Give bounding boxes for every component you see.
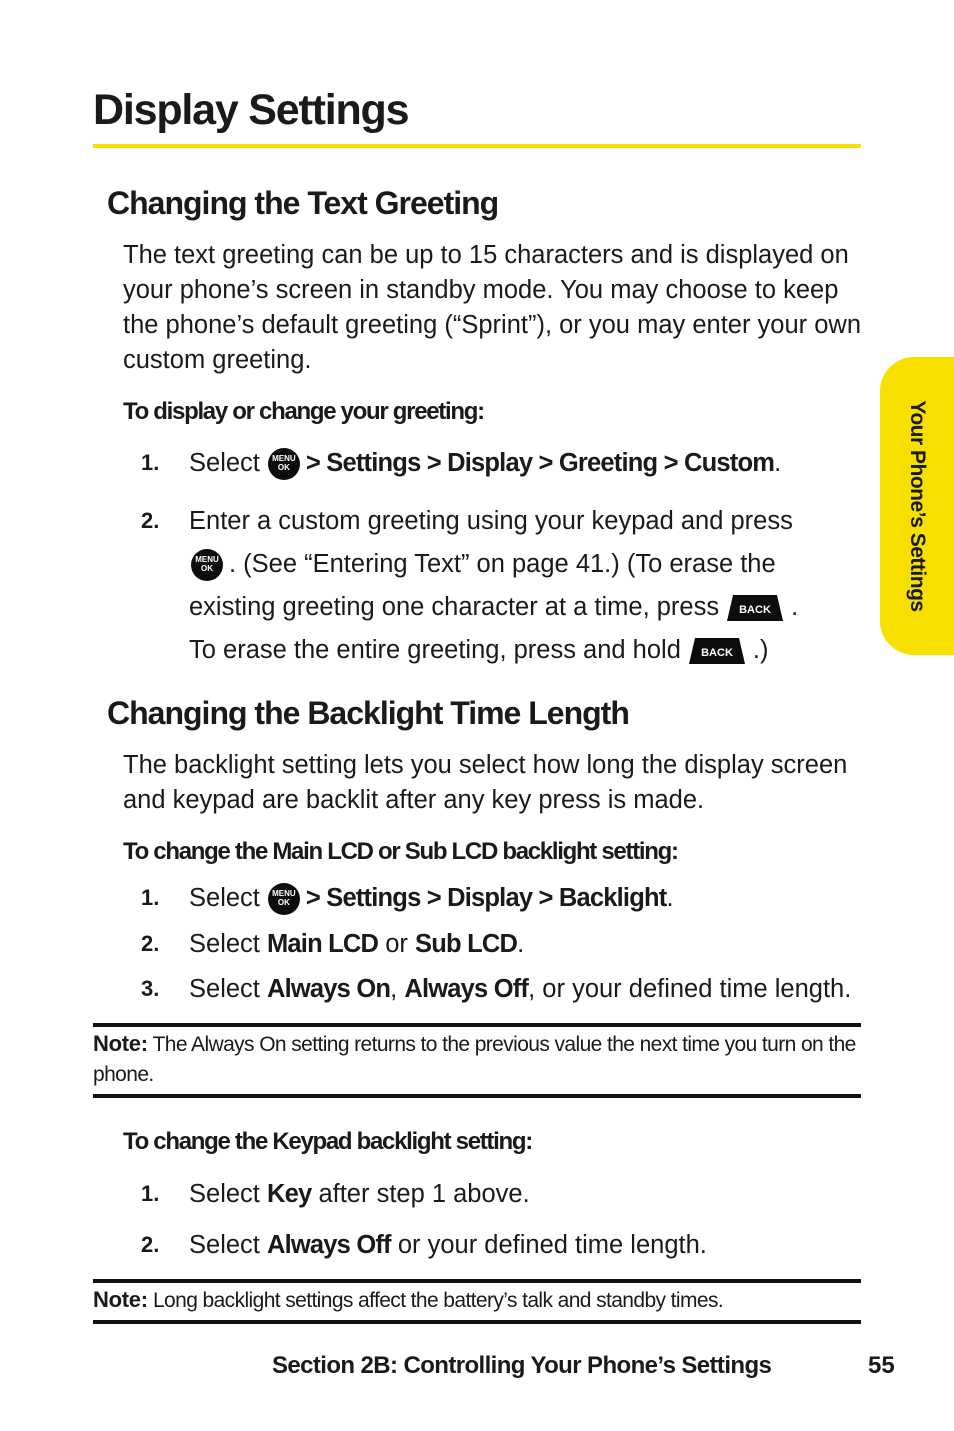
- step-text: Select: [189, 975, 260, 1003]
- section-heading-backlight: Changing the Backlight Time Length: [107, 695, 629, 731]
- step-text: .: [517, 930, 525, 958]
- option-always-on: Always On: [266, 975, 391, 1003]
- option-sub-lcd: Sub LCD: [415, 930, 518, 958]
- svg-text:BACK: BACK: [739, 604, 771, 617]
- step-text: Select: [189, 1231, 260, 1259]
- greeting-step-2-line-1: Enter a custom greeting using your keypad and press: [189, 507, 793, 535]
- step-text: .: [666, 884, 674, 912]
- note-rule-top: [93, 1279, 861, 1283]
- backlight-step-3: [189, 974, 851, 1004]
- text-greeting-paragraph: The text greeting can be up to 15 characters and is displayed on your phone’s screen in standby mode. You may choose to keep the phone’s default greeting (“Sprint”), or you may enter your own custom greeting.: [123, 241, 862, 374]
- menu-path: > Settings > Display > Backlight: [305, 884, 667, 912]
- greeting-step-2-line-4: [189, 635, 768, 665]
- menu-ok-key-icon: MENU OK: [268, 883, 300, 915]
- backlight-step-2: [189, 929, 524, 959]
- note-battery: [93, 1285, 865, 1316]
- svg-text:BACK: BACK: [701, 647, 733, 660]
- step-text: Select: [189, 930, 260, 958]
- backlight-paragraph: The backlight setting lets you select how long the display screen and keypad are backlit after any key press is made.: [123, 751, 848, 814]
- step-number: 3.: [141, 976, 160, 1001]
- step-text: ,: [390, 975, 398, 1003]
- step-text: , or your defined time length.: [528, 975, 852, 1003]
- procedure-heading-lcd-backlight: To change the Main LCD or Sub LCD backlight setting:: [123, 838, 678, 865]
- back-key-icon: [727, 595, 783, 621]
- note-always-on: [93, 1029, 865, 1090]
- note-rule-bottom: [93, 1094, 861, 1098]
- step-text: .): [752, 636, 769, 664]
- step-number: 1.: [141, 885, 160, 910]
- note-label: Note:: [93, 1031, 148, 1056]
- keypad-step-2: [189, 1230, 707, 1260]
- back-key-icon: [689, 638, 745, 664]
- step-text: .: [791, 593, 799, 621]
- step-text: Select: [189, 884, 260, 912]
- section-heading-text-greeting: Changing the Text Greeting: [107, 185, 499, 221]
- option-always-off: Always Off: [266, 1231, 391, 1259]
- page-number: 55: [868, 1352, 895, 1379]
- side-tab-label: Your Phone’s Settings: [906, 400, 929, 612]
- step-text: or your defined time length.: [397, 1231, 707, 1259]
- step-number: 2.: [141, 1232, 160, 1257]
- option-key: Key: [266, 1180, 312, 1208]
- step-text: Select: [189, 1180, 260, 1208]
- greeting-step-2-line-2: [189, 549, 776, 581]
- step-text: Select: [189, 449, 260, 477]
- step-text: .: [774, 449, 782, 477]
- page-title: Display Settings: [93, 86, 409, 134]
- note-label: Note:: [93, 1287, 148, 1312]
- step-number: 1.: [141, 1181, 160, 1206]
- step-number: 1.: [141, 450, 160, 475]
- option-always-off: Always Off: [404, 975, 529, 1003]
- step-text: existing greeting one character at a time, press: [189, 593, 720, 621]
- menu-ok-key-icon: MENU OK: [191, 549, 223, 581]
- option-main-lcd: Main LCD: [266, 930, 379, 958]
- title-rule: [93, 144, 861, 148]
- backlight-step-1: [189, 883, 674, 915]
- greeting-step-1: [189, 448, 781, 480]
- menu-ok-key-icon: MENU OK: [268, 448, 300, 480]
- note-text: Long backlight settings affect the battery’s talk and standby times.: [152, 1289, 724, 1312]
- greeting-step-2-line-3: [189, 592, 798, 622]
- footer-section-title: Section 2B: Controlling Your Phone’s Settings: [272, 1352, 772, 1379]
- procedure-heading-keypad-backlight: To change the Keypad backlight setting:: [123, 1128, 532, 1155]
- menu-path: > Settings > Display > Greeting > Custom: [305, 449, 775, 477]
- step-number: 2.: [141, 508, 160, 533]
- step-text: . (See “Entering Text” on page 41.) (To erase the: [229, 550, 776, 578]
- note-rule-top: [93, 1023, 861, 1027]
- note-text: The Always On setting returns to the previous value the next time you turn on the phone.: [93, 1033, 856, 1086]
- step-text: after step 1 above.: [318, 1180, 530, 1208]
- side-tab: [880, 357, 954, 655]
- step-text: or: [385, 930, 408, 958]
- step-text: To erase the entire greeting, press and hold: [189, 636, 681, 664]
- procedure-heading-greeting: To display or change your greeting:: [123, 398, 484, 425]
- keypad-step-1: [189, 1179, 530, 1209]
- note-rule-bottom: [93, 1320, 861, 1324]
- step-number: 2.: [141, 931, 160, 956]
